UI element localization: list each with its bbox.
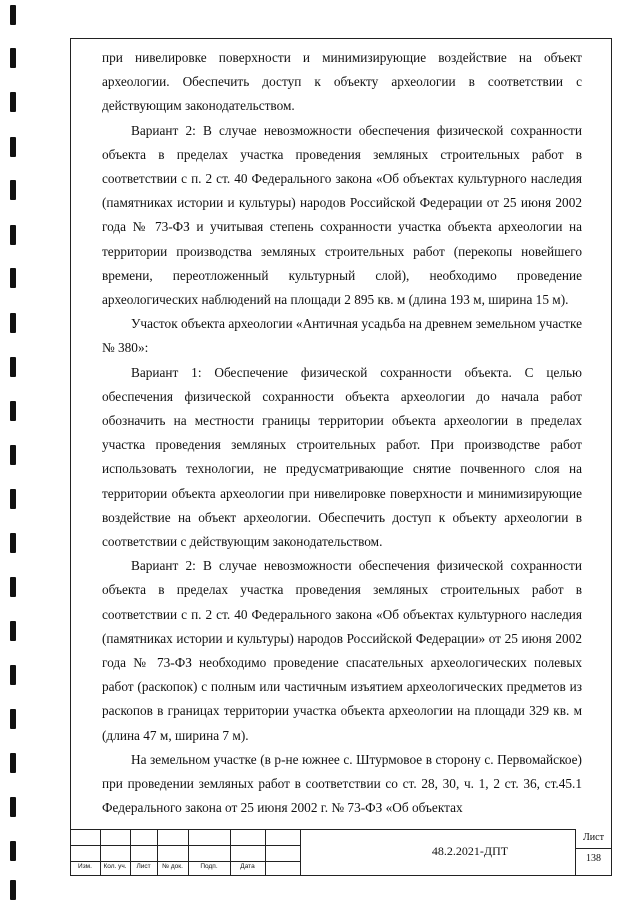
col-data: Дата <box>240 863 255 870</box>
col-kol-uch: Кол. уч. <box>103 863 127 870</box>
binder-mark <box>10 577 16 597</box>
col-doc-no: № док. <box>162 863 183 870</box>
binder-mark <box>10 48 16 68</box>
paragraph: при нивелировке поверхности и минимизирующие воздействие на объект археологии. Обеспечить доступ к объекту археологии в соответствии с действующим законодательством. <box>102 50 582 114</box>
binder-mark <box>10 489 16 509</box>
binder-mark <box>10 5 16 25</box>
binder-mark <box>10 225 16 245</box>
binder-mark <box>10 753 16 773</box>
binder-mark <box>10 665 16 685</box>
col-list: Лист <box>136 863 151 870</box>
binder-mark <box>10 445 16 465</box>
binder-mark <box>10 709 16 729</box>
binder-mark <box>10 880 16 900</box>
binder-mark <box>10 137 16 157</box>
binder-mark <box>10 797 16 817</box>
binder-marks <box>10 0 18 905</box>
paragraph: Вариант 1: Обеспечение физической сохранности объекта. С целью обеспечения физической сохранности объекта археологии до начала работ обозначить на местности границы территории объекта археологии в пределах участка проведения земляных строительных работ. При производстве работ использовать технологии, не предусматривающие снятие почвенного слоя на территории объекта археологии при нивелировке поверхности и минимизирующие воздействие на объект археологии. Обеспечить доступ к объекту археологии в соответствии с действующим законодательством. <box>102 364 582 550</box>
binder-mark <box>10 313 16 333</box>
paragraph: Участок объекта археологии «Античная усадьба на древнем земельном участке № 380»: <box>102 316 582 356</box>
document-code: 48.2.2021-ДПТ <box>431 844 509 858</box>
binder-mark <box>10 401 16 421</box>
sheet-label: Лист <box>583 832 604 843</box>
binder-mark <box>10 268 16 288</box>
document-body <box>102 46 582 821</box>
paragraph: Вариант 2: В случае невозможности обеспечения физической сохранности объекта в пределах участка проведения земляных строительных работ в соответствии с п. 2 ст. 40 Федерального закона «Об объектах культурного наследия (памятниках истории и культуры) народов Российской Федерации» от 25 июня 2002 года № 73-ФЗ необходимо проведение спасательных археологических полевых работ (раскопок) с полным или частичным изъятием археологических предметов из раскопов в границах территории участка объекта археологии на площади 329 кв. м (длина 47 м, ширина 7 м). <box>102 558 582 743</box>
sheet-number: 138 <box>586 853 601 864</box>
binder-mark <box>10 357 16 377</box>
binder-mark <box>10 621 16 641</box>
paragraph: На земельном участке (в р-не южнее с. Штурмовое в сторону с. Первомайское) при проведении земляных работ в соответствии со ст. 28, 30, ч. 1, 2 ст. 36, ст.45.1 Федерального закона от 25 июня 2002 г. № 73-ФЗ «Об объектах <box>102 751 582 816</box>
binder-mark <box>10 841 16 861</box>
binder-mark <box>10 533 16 553</box>
col-podp: Подп. <box>200 863 218 870</box>
binder-mark <box>10 92 16 112</box>
binder-mark <box>10 180 16 200</box>
paragraph: Вариант 2: В случае невозможности обеспечения физической сохранности объекта в пределах участка проведения земляных строительных работ в соответствии с п. 2 ст. 40 Федерального закона «Об объектах культурного наследия (памятниках истории и культуры) народов Российской Федерации от 25 июня 2002 года № 73-ФЗ и учитывая степень сохранности участка объекта археологии на территории производства земляных строительных работ (перекопы новейшего времени, переотложенный культурный слой), необходимо проведение археологических наблюдений на площади 2 895 кв. м (длина 193 м, ширина 15 м). <box>102 122 582 308</box>
col-izm: Изм. <box>78 863 92 870</box>
title-block <box>70 829 612 876</box>
